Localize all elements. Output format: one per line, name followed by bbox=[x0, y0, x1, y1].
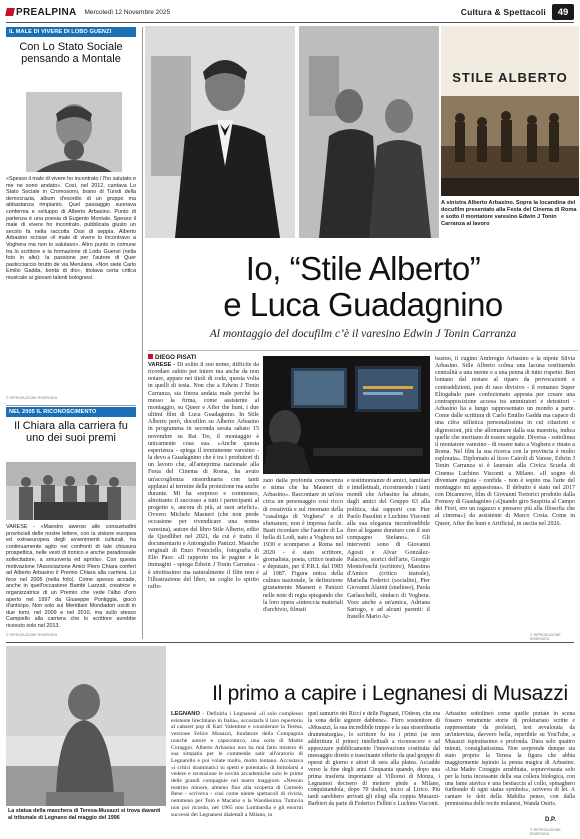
award-ceremony-photo-icon bbox=[6, 462, 136, 520]
bottom-column-3: Arbasino sottolineò come quelle portate in scena fossero veramente storie di proletariato scritte e rappresentate da proletari, test avvalorata da un'intervista, davvero bella, reperibile su YouTube, a Musazzi ispiratissimo e profonda. Dura solo quattro minuti, consigliatissima. Non sorprende dunque sia stato proprio la Teresa la figura che abbia maggiormente ispirato la penna magica di Arbasino. «Una Madre Coraggio arrabbiata, sopravvissuta solo per la furia incessante della sua collera biologica, con una fame atavica e una bestiaccia al collo, spinaghero furibondo di ogni status symbols», scriveva di lei. A cantare le doti della Mabilia penso, con dalla premissima delle recite milanesi, Wanda Osiris. bbox=[445, 711, 575, 808]
bottom-column-2: quel samurio dei Ricci e delle Pagnani, l'Odeon, che era la sona delle signore dabbene». Fiero sostenitore di «Musazzi, la sua incredibile truppe e la sua straordinaria drammaturgia», lo scrittore fu tra i primi (se non addirittura il primo) intellettuali a riconoscere e ad apprezzare pubblicamente l'innovazione costituita dal messaggio diretto e trascinante offerto da quel gruppo di operai di giorno e attori di sera alla platea. Accadde verso la fine degli anni Cinquanta quando, dopo una prima trasferta importante al Villoresi di Monza, i Legnanesi decisero di mettere piede a Milano, conquistandola, dopo 70 dodici, tocco al Lirico. Più tardi sarebbero arrivati gli elogi alla coppia Musazzi-Barbieri da parte di Federico Fellini e Luchino Visconti. bbox=[308, 711, 440, 808]
photo-caption: A sinistra Alberto Arbasino. Sopra la locandina del docufilm presentato alla Festa del Cinema di Roma e sotto il montatore varesino Edwin J Tonin Carranza al lavoro bbox=[441, 200, 577, 227]
article-title-line1: Io, “Stile Alberto” bbox=[245, 250, 481, 287]
sidebar2-title: Il Chiara alla carriera fu uno dei suoi premi bbox=[14, 420, 128, 444]
editor-at-work-photo-icon bbox=[263, 356, 430, 474]
article-subtitle: Al montaggio del docufilm c’è il varesino Edwin J Tonin Carranza bbox=[209, 328, 517, 340]
title-rule bbox=[148, 350, 578, 351]
article-column-2: zato dalla profonda conoscenza e stima che ha Masneri di Arbasino». Raccontare in un'ora circa un personaggio così ricco di creatività e sul rinomato della "casalinga di Voghera" e di sfumature, non è impresa facile. Basti ricordare che l'autore di La bella di Lodi, nato a Voghera nel 1930 e scomparso a Roma nel 2020 - è stato scrittore, giornalista, poeta, critico teatrale e deputato, per il P.R.I. dal 1983 al 1987. Figura unica della cultura nazionale, le definizione giustamente Masneri e Panizzi nelle note di regia spiegando che la loro opera «intreccia materiali d'archivio, filmati bbox=[263, 478, 343, 613]
sidebar1-body: «Spesso il male di vivere ho incontrato / l'ho salutato e me ne sono andato». Così, nel 2012, cantava Lo Stato Sociale in Cromosomi, brano di Turisti della democrazia, album d'esordio di un gruppo ma abbastanza rimpianto. Quel passaggio suonava conferma e sviluppo di Alberto Arbasino. Punto di partenza è una poesia di Eugenio Montale, Spesso il male di vivere ho incontrato, pubblicata giusto un secolo fa nella raccolta Ossi di seppia. Alberto Arbasino scrisse «il male di vivere lo incontravo a Voghera ma non lo salutavo». Altro punto in comune tra lo scrittore e la formazione di Lodo Guenzi (nella foto in alto): la passione per l'autore di Quer pasticciaccio brutto de via Merulana. «Non siete Carlo Emilio Gadda, bontà di dio», titolava certa critica musicale ai giovani talenti bolognesi. bbox=[6, 176, 136, 281]
article-column-4: basino, il cugino Ambrogio Arbasino e la nipote Silvia Arbasino. Stile Alberto colma una lacuna restituendo centralità a una mente e a una penna di tutto rispetto. Ben lontano dal restare al riparo da provocazioni e contraddizioni, pun di raso divisivo - il romanzo Super Eliogabalo pare confezionato apposta per creare una contrapposizione accesa tra ammiratori e detrattori - Arbasino ha a lungo rappresentato un mondo a parte. Come dalle scrittura di Carlo Emilio Gadda ma capace di una cifra stilistica personalissima in cui citazioni e digressioni, più che allontanare dalla sua maestria, indica quelle che meritano di essere seguite. Diversa - sottolinea il montatore varesino - di essere nato a Voghera e rinato a Roma. Nel film la sua ricerca con la provincia è molto esplorata». Diplomato al liceo Cairoli di Varese, Edwin J Tonin Carranza si è laureato alla Civica Scuola di Cinema Luchino Visconti a Milano. «Il sogno di diventare regista - confida - non è sopito ma l'arte del montaggio mi appassiona». Il debutto è stato nel 2017 con Dicannove, film di Giovanni Tortorici prodotto dalla Frenesy di Guadagnino («Quando giro Suspiria al Campo dei Fiori, ero un ragazzo e pensavo più alla filosofia che al cinema») da assistente di Marco Costa. Come in Queer, After the hunt e Artificial, in uscita nel 2026. bbox=[435, 356, 575, 527]
byline: DIEGO PISATI bbox=[148, 354, 196, 361]
sidebar1-photo bbox=[26, 92, 122, 172]
statue-photo bbox=[6, 646, 166, 806]
logo-mark-icon bbox=[5, 8, 15, 16]
statue-caption: La statua della maschera di Teresa-Musazzi si trova davanti al tribunale di Legnano dal maggio del 1996 bbox=[8, 808, 161, 821]
guests-photo-icon bbox=[299, 26, 439, 238]
sidebar2-kicker: NEL 2005 IL RICONOSCIMENTO bbox=[6, 407, 136, 417]
sidebar2-credit: © RIPRODUZIONE RISERVATA bbox=[6, 633, 58, 637]
film-poster-icon bbox=[441, 26, 579, 196]
sidebar1-title: Con Lo Stato Sociale pensando a Montale bbox=[19, 41, 123, 65]
header-rule bbox=[6, 22, 574, 23]
masthead-logo: PREALPINA bbox=[6, 7, 76, 18]
bottom-signature: D.P. bbox=[545, 817, 556, 823]
statue-photo-icon bbox=[6, 646, 166, 806]
sidebar1-kicker: IL MALE DI VIVERE DI LOBO GUENZI bbox=[6, 27, 136, 37]
byline-marker-icon bbox=[148, 354, 153, 359]
party-photo bbox=[299, 26, 439, 238]
article-title-line2: e Luca Guadagnino bbox=[223, 286, 503, 323]
article-credit: © RIPRODUZIONE RISERVATA bbox=[530, 633, 561, 641]
sidebar1-credit: © RIPRODUZIONE RISERVATA bbox=[6, 396, 58, 400]
bottom-article-title: Il primo a capire i Legnanesi di Musazzi bbox=[212, 682, 568, 705]
portrait-photo-icon bbox=[26, 92, 122, 172]
sidebar2-body: VARESE - «Maestro awerso alle consuetudini provinciali delle nostre lettere, con la visione europea ed extraeuropea degli avvenimenti culturali, ha continuamente agito nei confronti di tale chiusura prospettica, nelle vesti di ironico e anche paradossale sollecitatore, a smuoverla ed aprirla». Con questa motivazione l'Associazione Amici Piero Chiara conferì ad Alberto Arbasino il Premio Chiara alla carriera. Lo fece nel 2005 (nella foto). Come spesso accade, anche in quell'occasione Bambi Lazzati, creatrice e organizzatrice di un Premio che vede l'albo d'oro aperto nel 1997 da Giuseppe Pontiggia, giocò d'anticipo. Non solo sui Meridiani Mondadori usciti in due tomi, nel 2009 e nel 2010, ma sullo stesso Campiello alla carriera che lo scrittore avrebbe ricevuto solo nel 2013. bbox=[6, 524, 136, 629]
man-portrait-photo-icon bbox=[145, 26, 295, 238]
bottom-credit: © RIPRODUZIONE RISERVATA bbox=[530, 828, 561, 836]
arbasino-photo bbox=[145, 26, 295, 238]
poster-title: STILE ALBERTO bbox=[452, 70, 568, 85]
sidebar-divider bbox=[6, 405, 136, 406]
poster-image bbox=[441, 26, 579, 196]
column-rule bbox=[142, 27, 143, 639]
editing-photo bbox=[263, 356, 430, 474]
article-column-3: e testimonianze di amici, familiari e intellettuali, ricostruendo i tanti mondi che Arbasino ha abitato, dagli amici del Gruppo 63 alla politica, dai rapporti con Pier Paolo Pasolini e Luchino Visconti alla sua eleganza inconfondibile fino al legame duraturo con il suo compagno Stefano». Gli interventi sono di Giovanni Agosti e Alvar González-Palacios, storici dell'arte, Giorgio Montefoschi (scrittore), Massimo d'Amico (critico teatrale), Mariella Federici (socialite), Pier Giovanni Alaimi (studioso), Paola Garlaschelli, sindaco di Voghera. Voce anche a un'amica, Adriana Sartogo, e ad alcuni parenti: il fratello Mario Ar- bbox=[347, 478, 430, 620]
bottom-section-rule bbox=[6, 642, 574, 643]
issue-date: Mercoledì 12 Novembre 2025 bbox=[84, 8, 171, 16]
section-name: Cultura & Spettacoli bbox=[460, 7, 546, 17]
page-header bbox=[6, 3, 574, 21]
bottom-column-1: LEGNANO - Definirla i Legnanesi «il solo complesso esistente brechtiano in Italia», accostarla il loro repertorio al cabaret pop di Karl Valentine e considerare la Teresa, versione Felice Musazzi, fondatore della Compagnia nonché autore e capocomico, una sorta di Madre Coraggio. Alberto Arbasino non ha mai fatto mistero di sua simpatia per le commedie satir all'oratorio di Legnarello e poi volate molto, molto lontano. Accostava «i critici drammatici tu spetti e potentati» di Intitolarsi a vedere e recensione le novità accademiche solo le prime delle grandi compagnie nel teatro maggiore. «Nessun teatrino minore, almeno fino alla scoperta di Carmelo Bene - scriveva - così come niente spettacoli di rivista, nemmeno per Totò e Macario o la Wandissima. Tuttavia non poi ricordo, nel 1965 non Lombardia e gli enormi successi dei Legnanesi dialettali a Milano, in bbox=[171, 711, 303, 818]
sidebar2-photo bbox=[6, 462, 136, 520]
page-number: 49 bbox=[552, 4, 574, 20]
article-column-1: VARESE - Di solito il suo nome, difficile da ricordare subito per intero ma anche da non notare, appare nei titoli di coda, questa volta in quelli di testa. Non che a Edwin J Tonin Carranza, sia finora andata male perché ha messo la firma, come assistente al montaggio, su Queer e After the hunt, i due ultimi film di Luca Guadagnino. In Stile Alberto però, docufilm su Alberto Arbasino in programma in seconda serata sabato 15 novembre su Rai Tre, il montaggio è unicamente cosa sua. «Anche questa esperienza - spiega il trentunenne varesino - la devo a Guadagnino che è tra i produttori di un lavoro che, all'anteprima nazionale alla Festa del Cinema di Roma, ha avuto un'accoglienza straordinaria con tanti applausi al termine della proiezione ma anche durante. Mi ha sorpreso e commosso, altrettanto il successo a tutti i partecipanti al progetto e, ancora di più, ai suoi artefici». Ovvero Michele Masneri (che non perde occasione per rivendicare una nonna varesina), autore del libro Stile Alberto, edito da Quodlibet nel 2021, da cui è tratto il documentario e Antongiulio Panizzi. Masiche originali di Enzo Foniciello, fotografia di Elio Pace. «Il rapporto tra le pagine e le immagini - spiega Edwin J Tonin Carranza - è strettissimo ma naturalmente il film non è l'illustrazione del libro, ne coglie lo spirito raffo- bbox=[148, 362, 259, 590]
